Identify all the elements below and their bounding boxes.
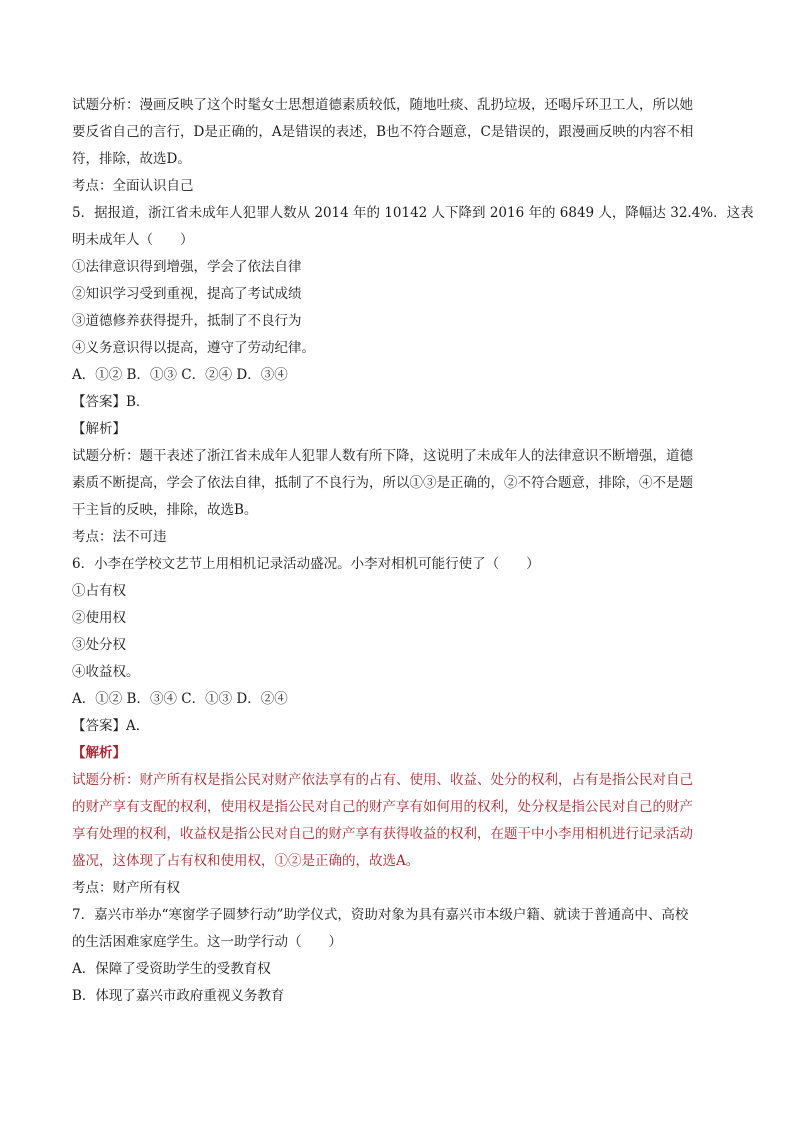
analysis-text: 享有处理的权利，收益权是指公民对自己的财产享有获得收益的权利，在题干中小李用相机进行记录活动 [72,826,693,842]
question-6-answer: 【答案】A． [72,718,150,734]
topic-point: 考点：法不可违 [72,529,167,545]
analysis-text: 试题分析：财产所有权是指公民对财产依法享有的占有、使用、收益、处分的权利，占有是指公民对自己 [72,772,693,788]
question-5-stem: 5．据报道，浙江省未成年人犯罪人数从 2014 年的 10142 人下降到 2016 年的 6849 人，降幅达 32.4%．这表 [72,205,754,221]
question-5-stem: 明未成年人（ ） [72,232,194,248]
analysis-text: 的财产享有支配的权利，使用权是指公民对自己的财产享有如何用的权利，处分权是指公民对自己的财产 [72,799,693,815]
analysis-text: 素质不断提高，学会了依法自律，抵制了不良行为，所以①③是正确的，②不符合题意，排除，④不是题 [72,475,693,491]
analysis-text: 符，排除，故选D。 [72,151,191,167]
question-6-stem: 6．小李在学校文艺节上用相机记录活动盛况。小李对相机可能行使了（ ） [72,556,540,572]
question-7-option: A．保障了受资助学生的受教育权 [72,961,271,977]
analysis-text: 要反省自己的言行，D是正确的，A是错误的表述，B也不符合题意，C是错误的，跟漫画反映的内容不相 [72,124,694,140]
question-5-item: ②知识学习受到重视，提高了考试成绩 [72,286,302,302]
question-6-item: ①占有权 [72,583,126,599]
question-7-option: B．体现了嘉兴市政府重视义务教育 [72,988,285,1004]
question-6-item: ②使用权 [72,610,126,626]
analysis-text: 干主旨的反映，排除，故选B。 [72,502,258,518]
question-6-item: ③处分权 [72,637,126,653]
analysis-text: 试题分析：漫画反映了这个时髦女士思想道德素质较低，随地吐痰、乱扔垃圾，还喝斥环卫工人，所以她 [72,97,693,113]
question-5-answer: 【答案】B． [72,394,150,410]
document-page [72,92,754,1010]
question-5-item: ①法律意识得到增强，学会了依法自律 [72,259,302,275]
analysis-text: 试题分析：题干表述了浙江省未成年人犯罪人数有所下降，这说明了未成年人的法律意识不断增强，道德 [72,448,693,464]
question-7-stem: 7．嘉兴市举办“寒窗学子圆梦行动”助学仪式，资助对象为具有嘉兴市本级户籍、就读于普通高中、高校 [72,907,689,923]
analysis-text: 盛况，这体现了占有权和使用权，①②是正确的，故选A。 [72,853,420,869]
question-5-item: ③道德修养获得提升，抵制了不良行为 [72,313,302,329]
question-6-options: A．①② B．③④ C．①③ D．②④ [72,691,288,707]
topic-point: 考点：全面认识自己 [72,178,194,194]
question-7-stem: 的生活困难家庭学生。这一助学行动（ ） [72,934,342,950]
topic-point: 考点：财产所有权 [72,880,180,896]
question-6-item: ④收益权。 [72,664,140,680]
question-5-options: A．①② B．①③ C．②④ D．③④ [72,367,288,383]
question-5-analysis-heading: 【解析】 [72,421,126,437]
question-5-item: ④义务意识得以提高，遵守了劳动纪律。 [72,340,315,356]
question-6-analysis-heading: 【解析】 [72,745,126,761]
